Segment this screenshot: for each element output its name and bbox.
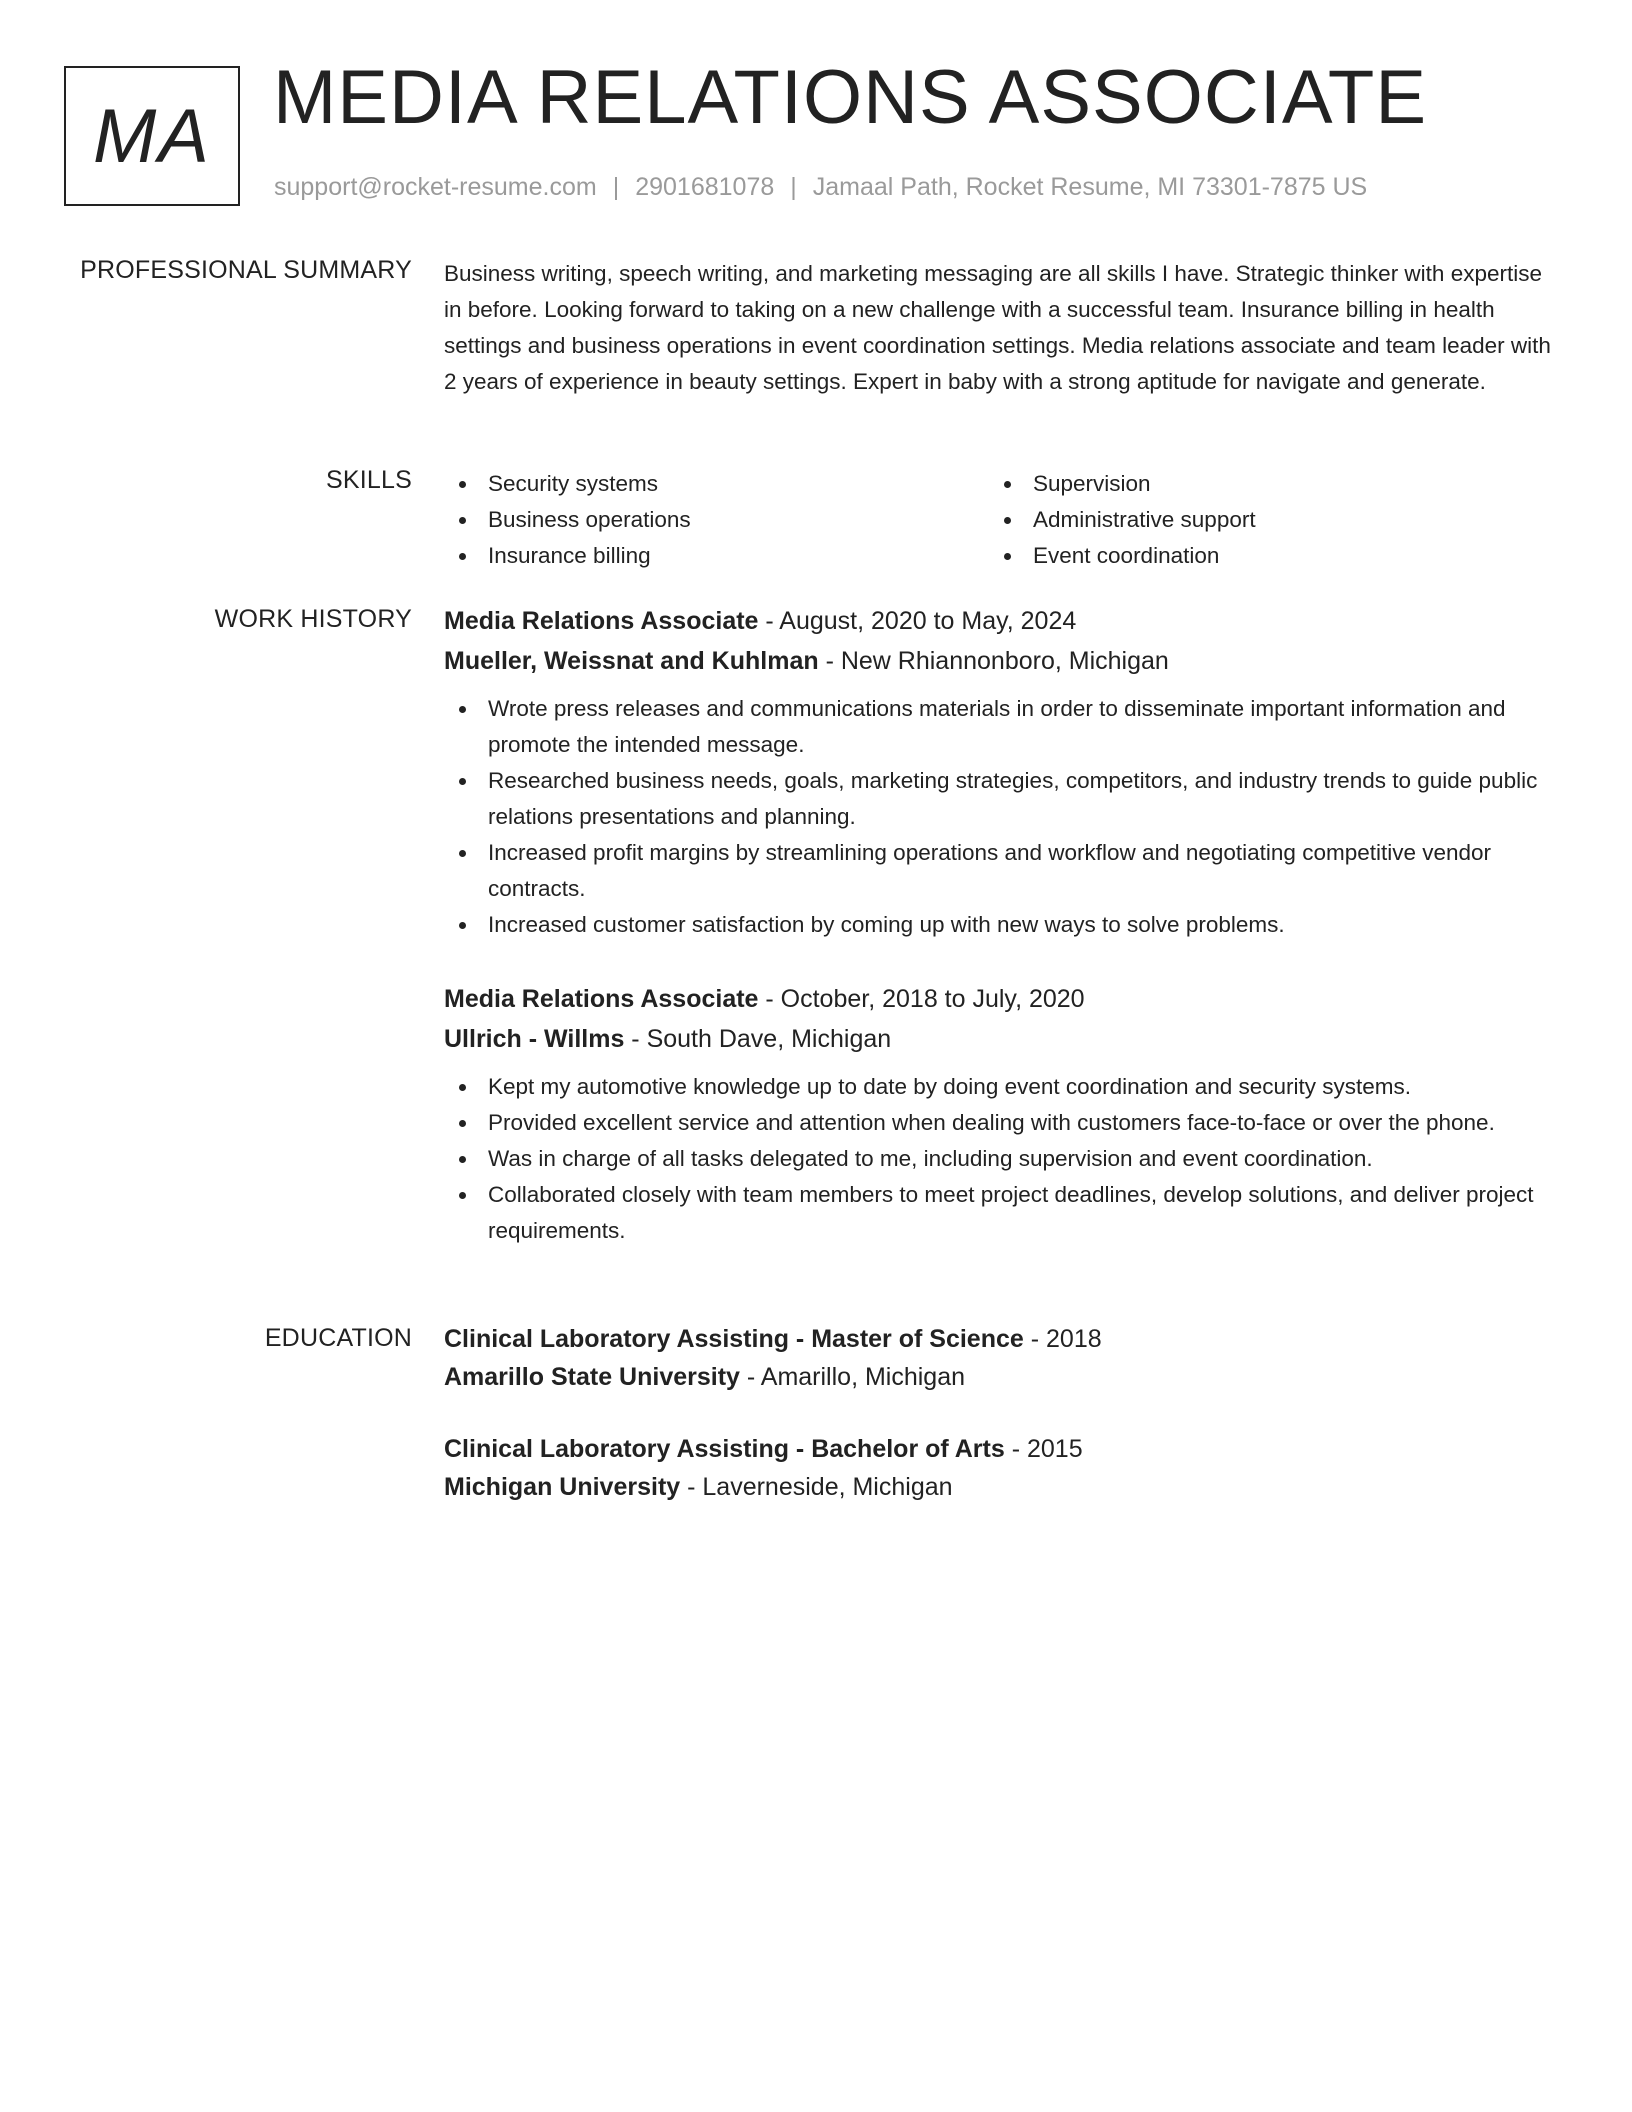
skill-item: Insurance billing (444, 538, 989, 574)
education-school: Michigan University (444, 1473, 681, 1501)
education-degree: Clinical Laboratory Assisting - Master of Science (444, 1325, 1024, 1353)
job-bullet: Was in charge of all tasks delegated to me, including supervision and event coordination. (444, 1141, 1564, 1177)
job-company-line (444, 1019, 1564, 1059)
job-bullet: Provided excellent service and attention when dealing with customers face-to-face or over the phone. (444, 1105, 1564, 1141)
skills-column-left (444, 466, 989, 574)
summary-text: Business writing, speech writing, and marketing messaging are all skills I have. Strategic thinker with expertise in before. Looking forward to taking on a new challenge with a successful team. Insurance billing in health settings and business operations in event coordination settings. Media relations associate and team leader with 2 years of experience in beauty settings. Expert in baby with a strong aptitude for navigate and generate. (444, 261, 1551, 394)
education-degree-line (444, 1430, 1564, 1468)
contact-address: Jamaal Path, Rocket Resume, MI 73301-7875 US (812, 173, 1368, 201)
job-company: Ullrich - Willms (444, 1025, 625, 1053)
skills-body (444, 466, 1564, 574)
education-school: Amarillo State University (444, 1363, 740, 1391)
job-location: - New Rhiannonboro, Michigan (818, 647, 1169, 675)
section-label-education: EDUCATION (264, 1324, 412, 1352)
job-company: Mueller, Weissnat and Kuhlman (444, 647, 819, 675)
job-bullet: Kept my automotive knowledge up to date by doing event coordination and security systems. (444, 1069, 1564, 1105)
job-bullet: Increased profit margins by streamlining operations and workflow and negotiating competitive vendor contracts. (444, 835, 1564, 907)
job-entry (444, 979, 1564, 1249)
education-entry (444, 1320, 1564, 1396)
education-location: - Amarillo, Michigan (739, 1363, 966, 1391)
contact-separator: | (790, 173, 797, 201)
contact-separator: | (612, 173, 620, 201)
page-title: MEDIA RELATIONS ASSOCIATE (273, 55, 1428, 140)
monogram-logo: MA (64, 66, 240, 206)
education-year: - 2018 (1023, 1325, 1102, 1353)
contact-line (274, 173, 1367, 202)
section-label-summary: PROFESSIONAL SUMMARY (80, 256, 412, 284)
job-entry (444, 601, 1564, 943)
education-location: - Laverneside, Michigan (680, 1473, 953, 1501)
job-title: Media Relations Associate (444, 607, 759, 635)
job-title-line (444, 601, 1564, 641)
job-bullets (444, 1069, 1564, 1249)
skill-item: Security systems (444, 466, 989, 502)
contact-email: support@rocket-resume.com (274, 173, 597, 201)
job-bullet: Researched business needs, goals, marketing strategies, competitors, and industry trends to guide public relations presentations and planning. (444, 763, 1564, 835)
skill-item: Business operations (444, 502, 989, 538)
education-degree-line (444, 1320, 1564, 1358)
contact-phone: 2901681078 (635, 173, 775, 201)
education-degree: Clinical Laboratory Assisting - Bachelor of Arts (444, 1435, 1005, 1463)
skills-grid (444, 466, 1564, 574)
job-title: Media Relations Associate (444, 985, 759, 1013)
job-bullet: Wrote press releases and communications materials in order to disseminate important information and promote the intended message. (444, 691, 1564, 763)
education-body (444, 1320, 1564, 1540)
job-title-line (444, 979, 1564, 1019)
skill-item: Event coordination (989, 538, 1534, 574)
skills-column-right (989, 466, 1534, 574)
work-history-body (444, 601, 1564, 1285)
section-label-skills: SKILLS (326, 466, 412, 494)
section-label-work-history: WORK HISTORY (214, 605, 412, 633)
summary-body (444, 256, 1564, 400)
skill-item: Administrative support (989, 502, 1534, 538)
education-year: - 2015 (1004, 1435, 1083, 1463)
job-bullet: Increased customer satisfaction by coming up with new ways to solve problems. (444, 907, 1564, 943)
job-dates: - August, 2020 to May, 2024 (758, 607, 1077, 635)
education-school-line (444, 1358, 1564, 1396)
education-entry (444, 1430, 1564, 1506)
job-bullets (444, 691, 1564, 943)
education-school-line (444, 1468, 1564, 1506)
job-dates: - October, 2018 to July, 2020 (758, 985, 1085, 1013)
job-location: - South Dave, Michigan (624, 1025, 892, 1053)
skill-item: Supervision (989, 466, 1534, 502)
job-company-line (444, 641, 1564, 681)
job-bullet: Collaborated closely with team members to meet project deadlines, develop solutions, and deliver project requirements. (444, 1177, 1564, 1249)
